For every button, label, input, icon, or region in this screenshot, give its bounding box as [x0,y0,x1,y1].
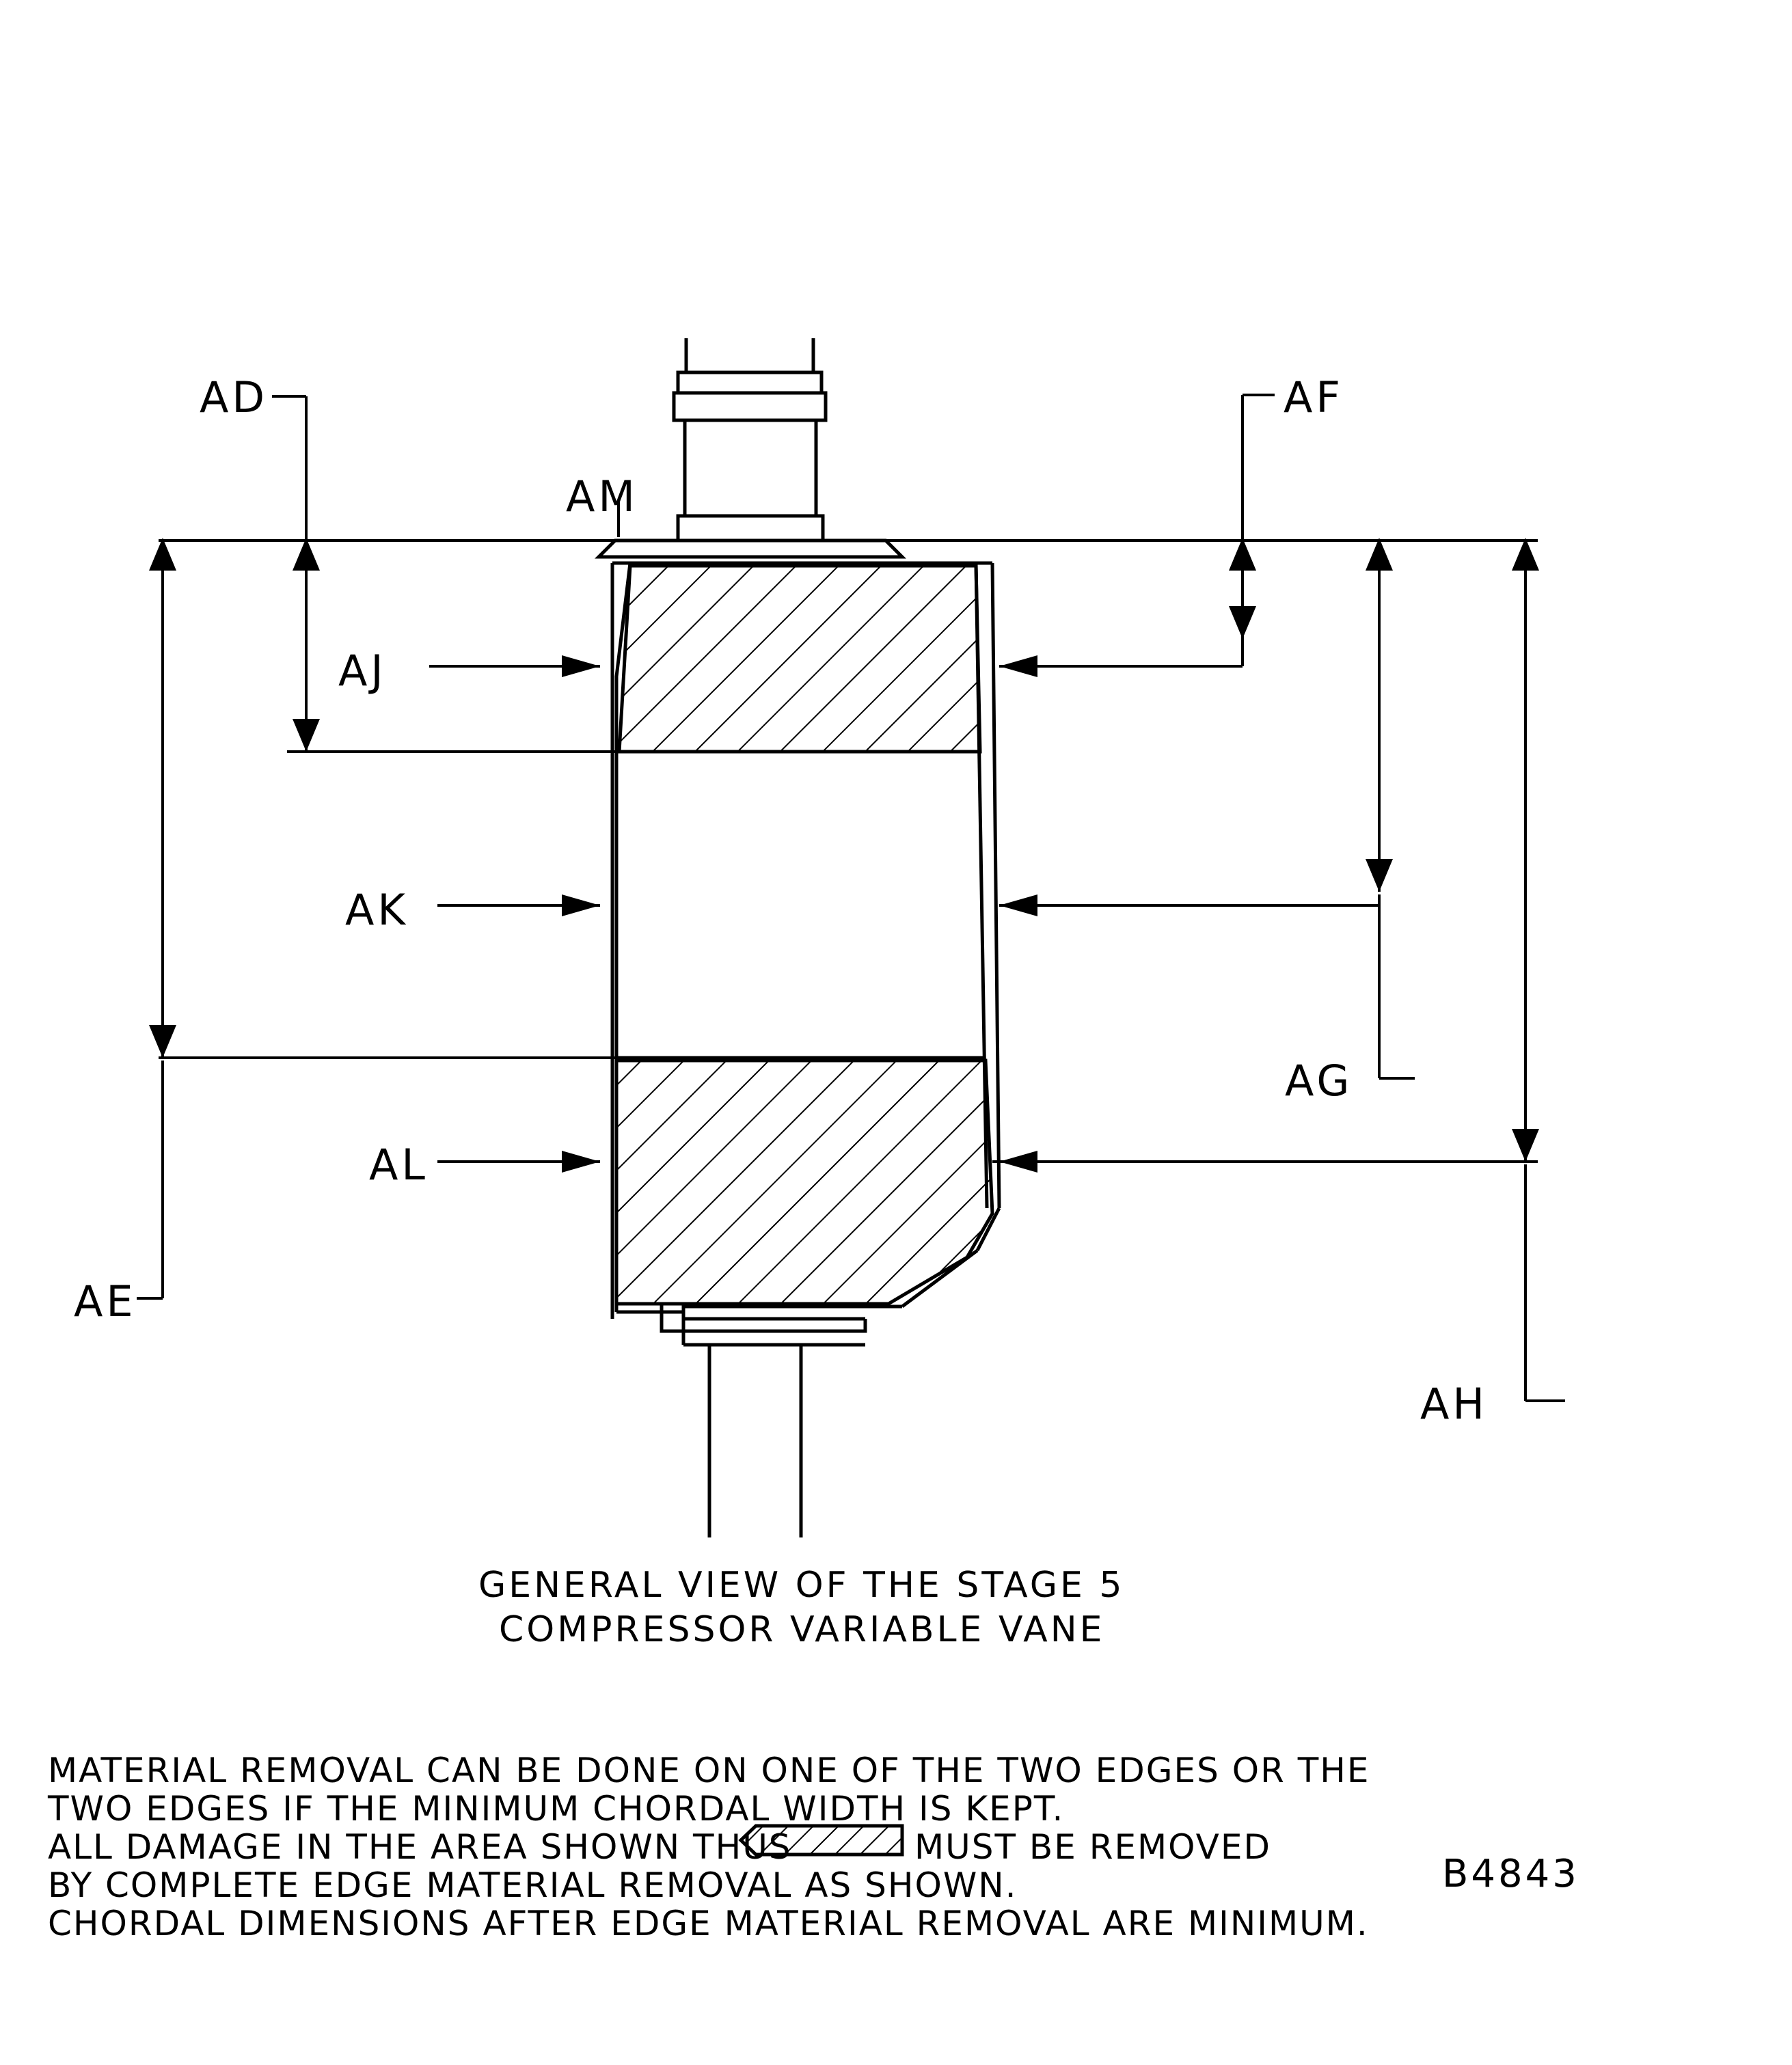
vane-geometry [137,338,1565,1537]
note-line-4: BY COMPLETE EDGE MATERIAL REMOVAL AS SHOWN. [48,1865,1018,1905]
dimension-label-am: AM [566,471,638,521]
note-line-3-cont: MUST BE REMOVED [914,1827,1271,1867]
note-line-3: ALL DAMAGE IN THE AREA SHOWN THUS [48,1827,792,1867]
figure-caption-line-1: GENERAL VIEW OF THE STAGE 5 [478,1565,1125,1606]
note-line-1: MATERIAL REMOVAL CAN BE DONE ON ONE OF THE TWO EDGES OR THE [48,1751,1370,1790]
dimension-label-ad: AD [200,372,269,422]
dimension-label-aj: AJ [338,646,387,696]
dimension-label-al: AL [369,1140,429,1190]
dimension-label-af: AF [1284,372,1344,422]
dimension-label-ah: AH [1420,1379,1489,1429]
figure-code: B4843 [1442,1852,1579,1896]
figure-caption-line-2: COMPRESSOR VARIABLE VANE [499,1609,1105,1650]
dimension-label-ae: AE [74,1276,137,1326]
dimension-label-ak: AK [345,885,409,935]
dimension-label-ag: AG [1285,1056,1353,1106]
note-line-2: TWO EDGES IF THE MINIMUM CHORDAL WIDTH IS KEPT. [48,1789,1065,1829]
note-line-5: CHORDAL DIMENSIONS AFTER EDGE MATERIAL REMOVAL ARE MINIMUM. [48,1904,1369,1943]
